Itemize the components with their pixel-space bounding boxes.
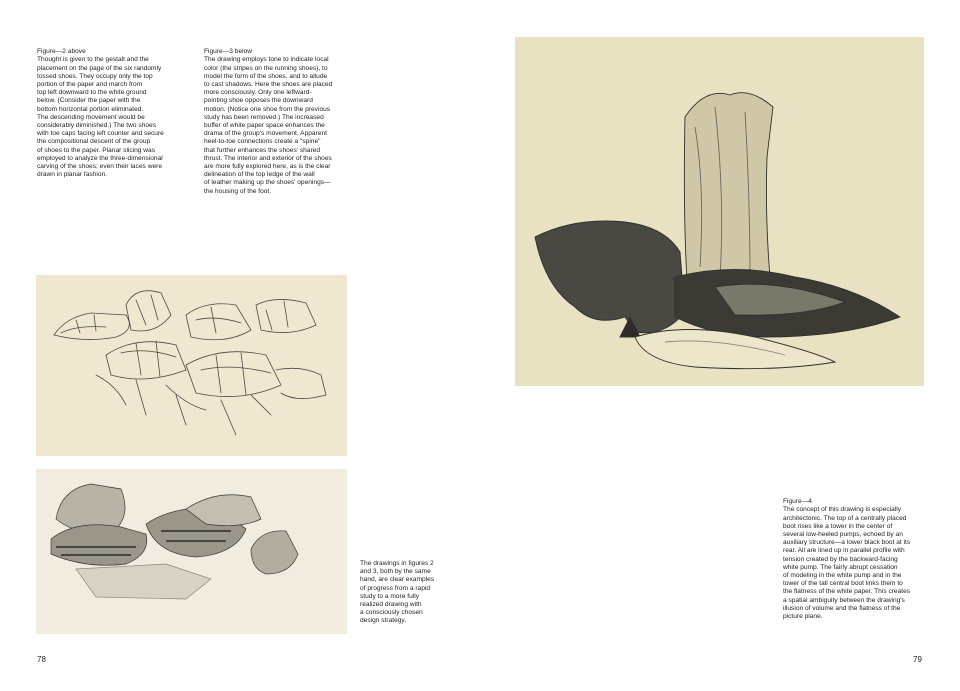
caption-figure-3-body: The drawing employs tone to indicate local color (the stripes on the running shoes), to model the form of the shoes, and to allude to cast shadows. Here the shoes are placed more consciously. Only one leftward- pointing shoe opposes the downward motion. (Notice one shoe from the previous study has been removed.) The increased buffer of white paper space enhances the drama of the group's movement. Apparent heel-to-toe connections create a "spine" that further enhances the shoes' shared thrust. The interior and exterior of the shoes are more fully explored here, as is the clear delineation of the top ledge of the wall of leather making up the shoes' openings— the housing of the foot. bbox=[204, 56, 333, 195]
caption-figure-4 bbox=[783, 490, 928, 621]
page-number-left: 78 bbox=[37, 655, 46, 664]
figure-4-boots-drawing bbox=[515, 37, 924, 386]
figure-4-sketch bbox=[515, 37, 924, 386]
caption-figure-4-body: The concept of this drawing is especially architectonic. The top of a centrally placed boot rises like a tower in the center of several low-heeled pumps, echoed by an auxiliary structure—a lower black boot at its rear. All are lined up in parallel profile with tension created by the backward-facing white pump. The fairly abrupt cessation of modeling in the white pump and in the tower of the tall central boot links them to the flatness of the white paper. This creates a spatial ambiguity between the drawing's illusion of volume and the flatness of the picture plane. bbox=[783, 506, 911, 621]
caption-figure-3-title: Figure—3 below bbox=[204, 48, 253, 56]
figure-3-tonal-drawing bbox=[36, 469, 347, 634]
caption-figure-3 bbox=[204, 40, 364, 196]
caption-figure-2 bbox=[37, 40, 197, 179]
caption-figure-2-body: Thought is given to the gestalt and the placement on the page of the six randomly tossed shoes. They occupy only the top portion of the paper and march from top left downward to the white ground below. (Consider the paper with the bottom horizontal portion eliminated. The descending movement would be considerably diminished.) The two shoes with toe caps facing left counter and secure the compositional descent of the group of shoes to the paper. Planar slicing was employed to analyze the three-dimensional carving of the shoes; even their laces were drawn in planar fashion. bbox=[37, 56, 164, 179]
figure-2-line-drawing bbox=[36, 275, 347, 456]
figure-2-sketch bbox=[36, 275, 347, 456]
figure-3-sketch bbox=[36, 469, 347, 634]
page-number-right: 79 bbox=[913, 655, 922, 664]
caption-figure-2-title: Figure—2 above bbox=[37, 48, 86, 56]
comparison-note: The drawings in figures 2 and 3, both by the same hand, are clear examples of progress from a rapid study to a more fully realized drawing with a consciously chosen design strategy. bbox=[360, 560, 435, 625]
caption-figure-4-title: Figure—4 bbox=[783, 498, 812, 506]
